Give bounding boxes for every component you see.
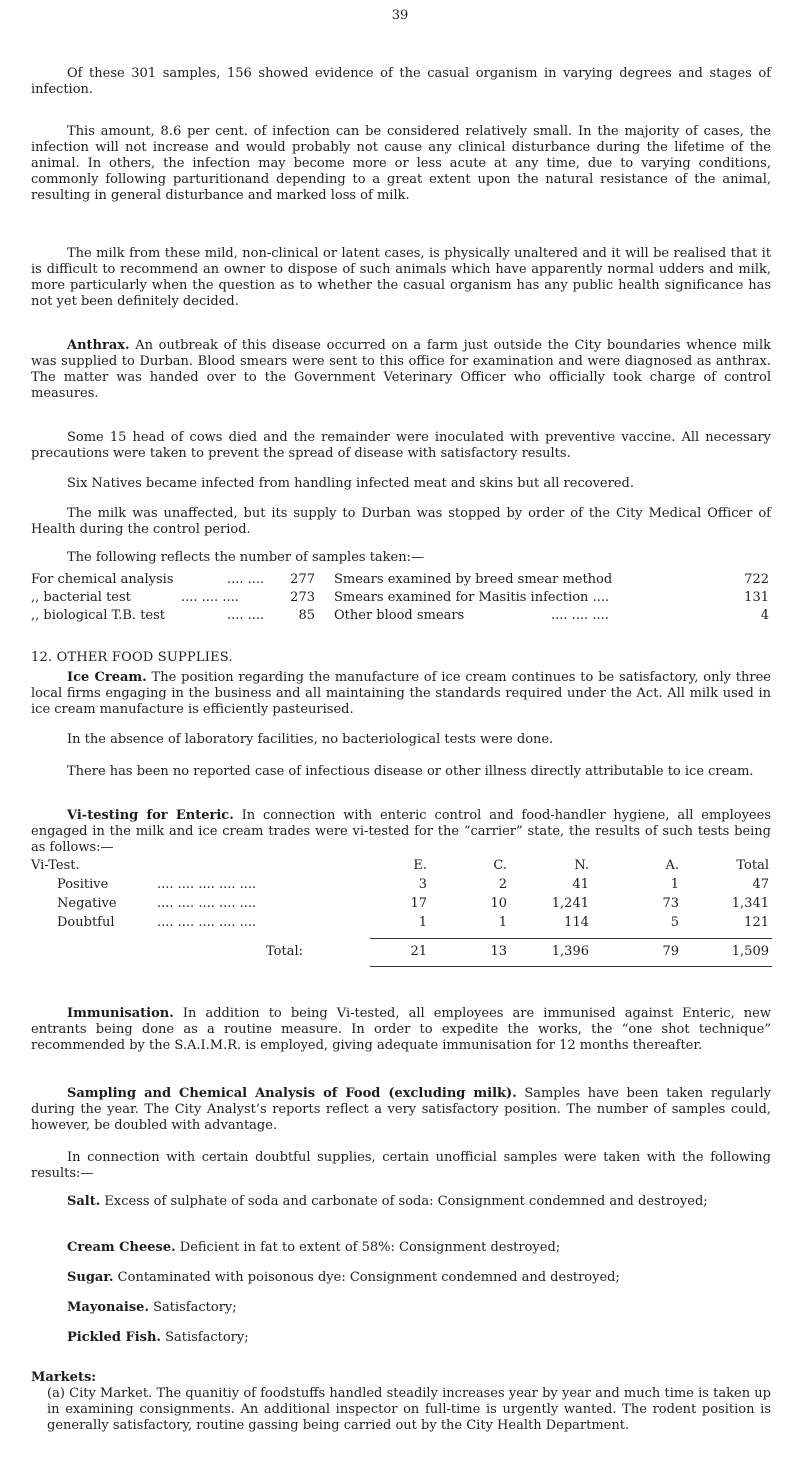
- paragraph-text: Deficient in fat to extent of 58%: Consignment destroyed;: [175, 1240, 561, 1255]
- paragraph-text: The following reflects the number of samples taken:—: [67, 550, 424, 565]
- immunisation-heading: Immunisation.: [67, 1006, 174, 1021]
- section-heading-other-food-supplies: 12. OTHER FOOD SUPPLIES.: [31, 650, 233, 665]
- paragraph-sugar: [31, 1270, 771, 1286]
- ice-cream-heading: Ice Cream.: [67, 670, 147, 685]
- cell-e: 17: [410, 896, 427, 911]
- sample-right-dots: .... .... ....: [551, 608, 609, 623]
- sample-left-label: For chemical analysis: [31, 572, 174, 587]
- samples-row: [31, 608, 771, 624]
- table-rule-bottom: [370, 966, 772, 967]
- paragraph-samples-intro: [31, 550, 771, 566]
- cell-total: 121: [744, 915, 769, 930]
- cell-total: 1,341: [731, 896, 769, 911]
- vi-test-header-total: Total: [736, 858, 769, 873]
- row-label: Doubtful: [57, 915, 115, 930]
- sample-right-value: 131: [744, 590, 769, 605]
- paragraph-latent-cases: [31, 246, 771, 310]
- sample-left-value: 277: [290, 572, 315, 587]
- paragraph-doubtful-supplies: [31, 1150, 771, 1182]
- paragraph-milk-unaffected: [31, 506, 771, 538]
- cell-e: 3: [418, 877, 427, 892]
- paragraph-ice-cream: [31, 670, 771, 718]
- paragraph-infection-amount: [31, 124, 771, 204]
- cell-n: 1,241: [551, 896, 589, 911]
- paragraph-mayonaise: [31, 1300, 771, 1316]
- sample-left-dots: .... ....: [227, 608, 265, 623]
- sample-left-value: 85: [298, 608, 315, 623]
- cell-a: 1: [670, 877, 679, 892]
- samples-row: [31, 590, 771, 606]
- cell-n: 41: [572, 877, 589, 892]
- total-a: 79: [662, 944, 679, 959]
- markets-heading-block: [31, 1370, 771, 1386]
- total-n: 1,396: [551, 944, 589, 959]
- vi-test-header-n: N.: [574, 858, 589, 873]
- paragraph-cows-died: [31, 430, 771, 462]
- cell-a: 73: [662, 896, 679, 911]
- pickled-fish-heading: Pickled Fish.: [67, 1330, 161, 1345]
- paragraph-text: Excess of sulphate of soda and carbonate of soda: Consignment condemned and destroyed;: [100, 1194, 708, 1209]
- markets-heading: Markets:: [31, 1370, 97, 1385]
- sample-left-dots: .... .... ....: [181, 590, 239, 605]
- row-dots: .... .... .... .... ....: [157, 877, 257, 892]
- sample-right-value: 4: [760, 608, 769, 623]
- samples-row: [31, 572, 771, 588]
- sugar-heading: Sugar.: [67, 1270, 114, 1285]
- paragraph-text: In addition to being Vi-tested, all employees are immunised against Enteric, new entrants being done as a routine measure. In order to expedite the works, the “one shot technique” recommended by the S.A.I.M.R. is employed, giving adequate immunisation for 12 months thereafter.: [31, 1006, 771, 1053]
- sample-right-value: 722: [744, 572, 769, 587]
- total-label: Total:: [265, 944, 303, 959]
- vi-test-header-a: A.: [665, 858, 679, 873]
- vi-test-title: Vi-Test.: [31, 858, 80, 873]
- paragraph-text: Samples have been taken regularly during the year. The City Analyst’s reports reflect a very satisfactory position. The number of samples could, however, be doubled with advantage.: [31, 1086, 771, 1133]
- cell-total: 47: [752, 877, 769, 892]
- sample-right-label: Smears examined by breed smear method: [334, 572, 613, 587]
- sampling-heading: Sampling and Chemical Analysis of Food (excluding milk).: [67, 1086, 517, 1101]
- row-dots: .... .... .... .... ....: [157, 896, 257, 911]
- paragraph-cream-cheese: [31, 1240, 771, 1256]
- sample-left-value: 273: [290, 590, 315, 605]
- paragraph-text: Of these 301 samples, 156 showed evidence of the casual organism in varying degrees and stages of infection.: [31, 66, 771, 97]
- cell-c: 1: [498, 915, 507, 930]
- paragraph-text: In connection with enteric control and food-handler hygiene, all employees engaged in the milk and ice cream trades were vi-tested for the “carrier” state, the results of such tests being as follows:—: [31, 808, 771, 855]
- row-label: Negative: [57, 896, 117, 911]
- salt-heading: Salt.: [67, 1194, 101, 1209]
- cell-c: 2: [498, 877, 507, 892]
- paragraph-text: Six Natives became infected from handling infected meat and skins but all recovered.: [67, 476, 634, 491]
- paragraph-anthrax: [31, 338, 771, 402]
- paragraph-text: In the absence of laboratory facilities, no bacteriological tests were done.: [67, 732, 554, 747]
- paragraph-text: Satisfactory;: [160, 1330, 249, 1345]
- paragraph-text: (a) City Market. The quanitiy of foodstuffs handled steadily increases year by year and much time is taken up in examining consignments. An additional inspector on full-time is urgently wanted. The rodent position is generally satisfactory, routine gassing being carried out by the City Health Department.: [47, 1386, 771, 1433]
- total-e: 21: [410, 944, 427, 959]
- cell-n: 114: [564, 915, 589, 930]
- paragraph-samples-evidence: [31, 66, 771, 98]
- vi-test-header-c: C.: [493, 858, 507, 873]
- paragraph-sampling: [31, 1086, 771, 1134]
- paragraph-pickled-fish: [31, 1330, 771, 1346]
- paragraph-text: Satisfactory;: [148, 1300, 237, 1315]
- cream-cheese-heading: Cream Cheese.: [67, 1240, 176, 1255]
- sample-left-dots: .... ....: [227, 572, 265, 587]
- paragraph-text: The position regarding the manufacture of ice cream continues to be satisfactory, only three local firms engaging in the business and all maintaining the standards required under the Act. All milk used in ice cream manufacture is efficiently pasteurised.: [31, 670, 771, 717]
- paragraph-text: In connection with certain doubtful supplies, certain unofficial samples were taken with the following results:—: [31, 1150, 771, 1181]
- paragraph-text: Some 15 head of cows died and the remainder were inoculated with preventive vaccine. All necessary precautions were taken to prevent the spread of disease with satisfactory results.: [31, 430, 771, 461]
- paragraph-text: Contaminated with poisonous dye: Consignment condemned and destroyed;: [113, 1270, 620, 1285]
- total-total: 1,509: [731, 944, 769, 959]
- table-rule-top: [370, 938, 772, 939]
- vi-testing-heading: Vi-testing for Enteric.: [67, 808, 234, 823]
- paragraph-salt: [31, 1194, 771, 1210]
- paragraph-no-lab: [31, 732, 771, 748]
- cell-e: 1: [418, 915, 427, 930]
- paragraph-text: There has been no reported case of infectious disease or other illness directly attributable to ice cream.: [67, 764, 754, 779]
- paragraph-no-cases: [31, 764, 771, 780]
- paragraph-immunisation: [31, 1006, 771, 1054]
- paragraph-vi-testing: [31, 808, 771, 856]
- cell-a: 5: [670, 915, 679, 930]
- page-number: 39: [391, 8, 409, 23]
- paragraph-city-market: [47, 1386, 771, 1434]
- sample-right-label: Other blood smears: [334, 608, 465, 623]
- mayonaise-heading: Mayonaise.: [67, 1300, 149, 1315]
- paragraph-text: This amount, 8.6 per cent. of infection can be considered relatively small. In the majority of cases, the infection will not increase and would probably not cause any clinical disturbance during the lifetime of the animal. In others, the infection may become more or less acute at any time, due to varying conditions, commonly following parturitionand depending to a great extent upon the natural resistance of the animal, resulting in general disturbance and marked loss of milk.: [31, 124, 771, 203]
- vi-test-header-e: E.: [413, 858, 427, 873]
- paragraph-text: The milk from these mild, non-clinical or latent cases, is physically unaltered and it will be realised that it is difficult to recommend an owner to dispose of such animals which have apparently normal udders and milk, more particularly when the question as to whether the casual organism has any public health significance has not yet been definitely decided.: [31, 246, 771, 309]
- sample-left-label: ,, biological T.B. test: [31, 608, 166, 623]
- row-label: Positive: [57, 877, 109, 892]
- row-dots: .... .... .... .... ....: [157, 915, 257, 930]
- cell-c: 10: [490, 896, 507, 911]
- sample-left-label: ,, bacterial test: [31, 590, 131, 605]
- total-c: 13: [490, 944, 507, 959]
- sample-right-label: Smears examined for Masitis infection ....: [334, 590, 610, 605]
- paragraph-text: The milk was unaffected, but its supply to Durban was stopped by order of the City Medical Officer of Health during the control period.: [31, 506, 771, 537]
- paragraph-natives-infected: [31, 476, 771, 492]
- anthrax-heading: Anthrax.: [67, 338, 130, 353]
- paragraph-text: An outbreak of this disease occurred on a farm just outside the City boundaries whence milk was supplied to Durban. Blood smears were sent to this office for examination and were diagnosed as anthrax. The matter was handed over to the Government Veterinary Officer who officially took charge of control measures.: [31, 338, 771, 401]
